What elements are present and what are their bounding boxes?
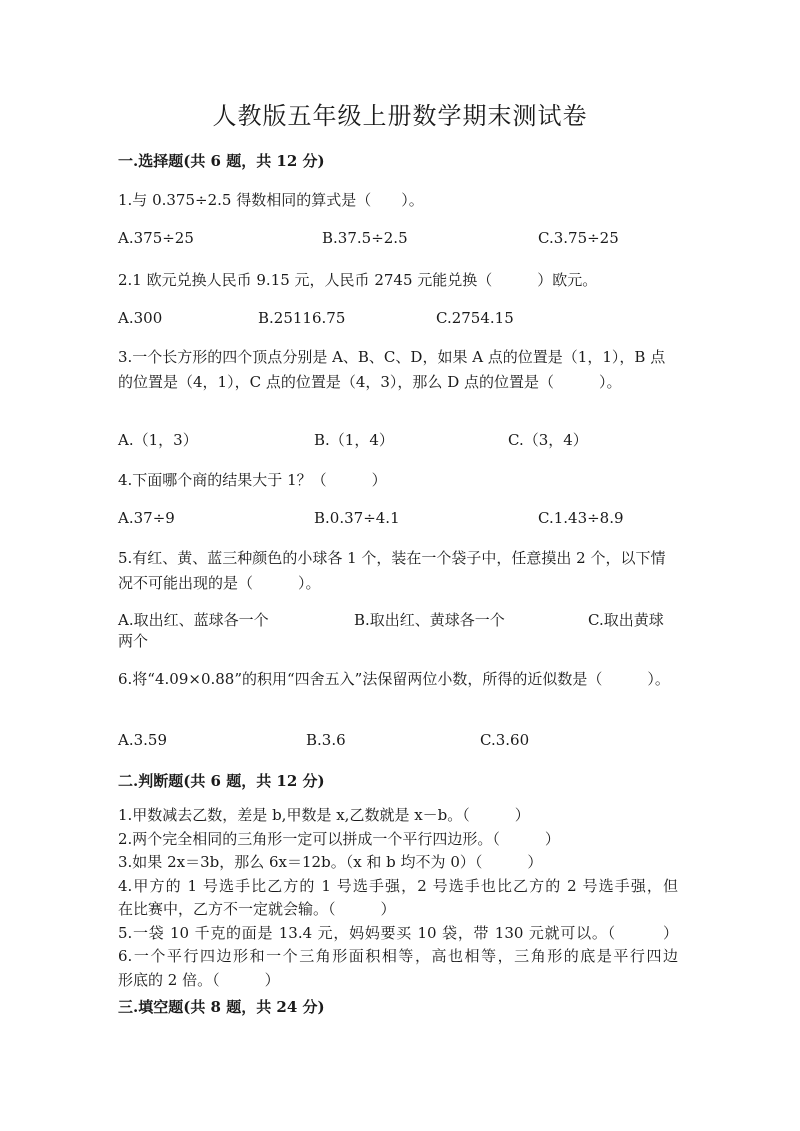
question-stem: 4.下面哪个商的结果大于 1？（ ） [118, 471, 387, 489]
question-stem: 1.与 0.375÷2.5 得数相同的算式是（ ）。 [118, 191, 424, 209]
judge-line: 2.两个完全相同的三角形一定可以拼成一个平行四边形。（ ） [118, 829, 560, 848]
option-b: B.3.6 [306, 731, 346, 749]
judge-line: 1.甲数减去乙数，差是 b,甲数是 x,乙数就是 x－b。（ ） [118, 806, 530, 824]
option-a: A.37÷9 [118, 509, 175, 527]
option-c: C.1.43÷8.9 [538, 509, 624, 527]
option-c: C.3.75÷25 [538, 229, 619, 247]
judge-line: 5.一袋 10 千克的面是 13.4 元，妈妈要买 10 袋，带 130 元就可以。（ ） [118, 923, 678, 942]
question-stem: 2.1 欧元兑换人民币 9.15 元，人民币 2745 元能兑换（ ）欧元。 [118, 271, 598, 289]
option-b: B.37.5÷2.5 [322, 229, 408, 247]
question-stem: 5.有红、黄、蓝三种颜色的小球各 1 个，装在一个袋子中，任意摸出 2 个，以下情况不可能出现的是（ ）。 [118, 549, 666, 592]
judge-list [118, 804, 678, 992]
option-c: C.取出黄球 [588, 611, 664, 629]
option-a: A.3.59 [118, 731, 167, 749]
judge-line: 3.如果 2x＝3b，那么 6x＝12b。（x 和 b 均不为 0）（ ） [118, 853, 543, 871]
option-b: B.0.37÷4.1 [314, 509, 400, 527]
option-b: B.取出红、黄球各一个 [354, 611, 505, 629]
option-a: A.300 [118, 309, 163, 327]
option-b: B.（1，4） [314, 431, 394, 449]
judge-line: 形底的 2 倍。（ ） [118, 970, 280, 989]
judge-line: 6.一个平行四边形和一个三角形面积相等，高也相等，三角形的底是平行四边 [118, 947, 678, 965]
option-a: A.375÷25 [118, 229, 194, 247]
section-heading-choice: 一.选择题(共 6 题，共 12 分) [118, 152, 325, 170]
option-a: A.取出红、蓝球各一个 [118, 611, 269, 629]
question-stem: 3.一个长方形的四个顶点分别是 A、B、C、D，如果 A 点的位置是（1，1），B 点的位置是（4，1），C 点的位置是（4，3），那么 D 点的位置是（ ）。 [118, 348, 666, 391]
section-heading-fill: 三.填空题(共 8 题，共 24 分) [118, 998, 325, 1016]
option-c: C.（3，4） [508, 431, 588, 449]
section-heading-judge: 二.判断题(共 6 题，共 12 分) [118, 772, 325, 790]
page-title: 人教版五年级上册数学期末测试卷 [212, 102, 588, 130]
judge-line: 4.甲方的 1 号选手比乙方的 1 号选手强，2 号选手也比乙方的 2 号选手强，但 [118, 876, 678, 895]
option-b: B.25116.75 [258, 309, 346, 327]
option-c: C.3.60 [480, 731, 530, 749]
question-stem: 6.将“4.09×0.88”的积用“四舍五入”法保留两位小数，所得的近似数是（ ）。 [118, 670, 670, 688]
option-a: A.（1，3） [118, 431, 198, 449]
option-c: C.2754.15 [436, 309, 514, 327]
option-c-continued: 两个 [118, 632, 149, 650]
judge-line: 在比赛中，乙方不一定就会输。（ ） [118, 900, 396, 918]
